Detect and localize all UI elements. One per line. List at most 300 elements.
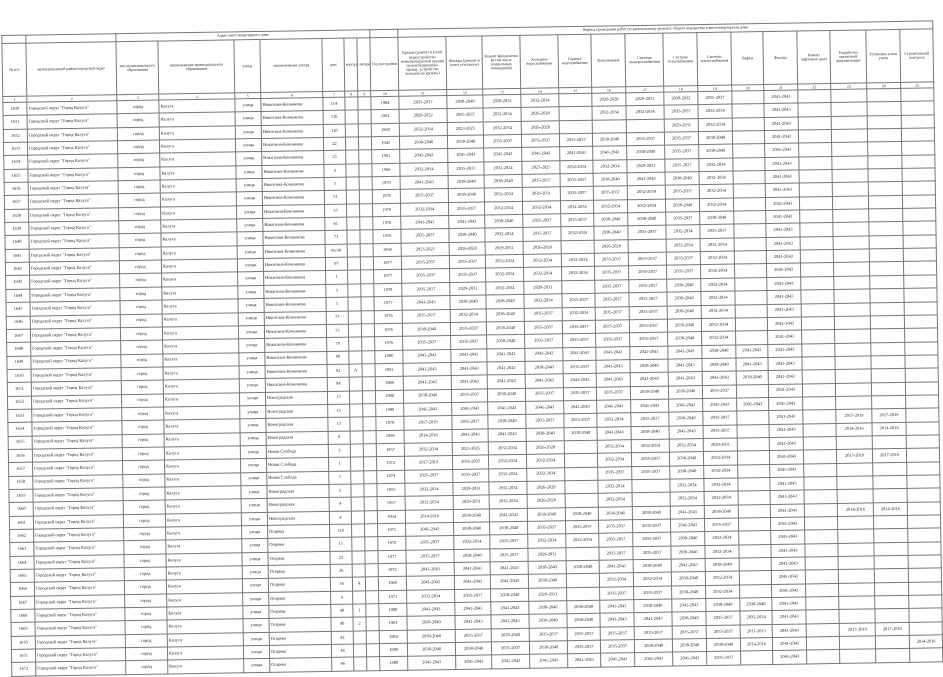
table-cell: Городской округ "Город Калуга": [34, 528, 124, 543]
table-cell: 15: [328, 404, 350, 418]
table-cell: 2041-2043: [635, 652, 673, 666]
table-cell: 2035-2037: [522, 134, 560, 148]
table-cell: 2041-2043: [703, 398, 737, 412]
table-cell: Калуга: [161, 246, 237, 261]
table-cell: 2035-2037: [599, 520, 633, 534]
table-cell: [346, 177, 359, 191]
table-cell: [867, 115, 901, 129]
table-cell: 2032-2034: [598, 493, 632, 507]
table-cell: [364, 470, 377, 484]
table-cell: [738, 451, 770, 465]
table-cell: Никитина-Конникова: [261, 138, 323, 152]
table-cell: 2041-2043: [451, 375, 487, 389]
table-cell: Никитина-Конникова: [261, 111, 323, 125]
table-cell: [804, 503, 837, 517]
table-cell: [734, 211, 766, 225]
table-cell: Городской округ "Город Калуга": [35, 621, 125, 636]
table-cell: А: [352, 577, 365, 591]
table-cell: 2032-2034: [562, 307, 595, 321]
table-cell: 2041-2043: [769, 437, 803, 451]
table-cell: город: [125, 647, 167, 661]
table-cell: 2041-2043: [737, 397, 769, 411]
table-cell: Никитина-Конникова: [263, 258, 325, 272]
table-cell: Калуга: [166, 539, 242, 554]
table-cell: [350, 417, 363, 431]
table-cell: 1634: [4, 156, 28, 170]
table-cell: [735, 317, 767, 331]
table-cell: [833, 222, 869, 236]
table-cell: 1639: [5, 222, 29, 236]
table-cell: [352, 524, 365, 538]
table-cell: 2017-2019: [836, 409, 872, 423]
table-cell: 2041-2043: [736, 344, 768, 358]
table-cell: город: [119, 233, 161, 247]
table-cell: Никитина-Конникова: [264, 311, 326, 325]
table-cell: 2038-2040: [667, 292, 701, 306]
table-cell: 1637: [4, 196, 28, 210]
table-cell: Калуга: [160, 179, 236, 194]
table-cell: [732, 117, 764, 131]
table-cell: [349, 350, 362, 364]
table-cell: Никитина-Конникова: [264, 271, 326, 285]
table-cell: 2035-2037: [563, 333, 596, 347]
table-cell: [874, 515, 908, 529]
column-header: дом: [322, 38, 345, 91]
table-cell: улица: [239, 365, 265, 379]
table-cell: Калуга: [162, 312, 238, 327]
table-cell: 2041-2043: [449, 215, 485, 229]
table-cell: [907, 501, 940, 515]
table-cell: 4: [329, 497, 351, 511]
table-cell: Калуга: [159, 126, 235, 141]
table-cell: 57: [324, 204, 346, 218]
table-cell: 2038-2040: [402, 322, 450, 336]
table-cell: 2011-2013: [740, 624, 772, 638]
table-cell: 2041-2043: [673, 652, 707, 666]
table-cell: [358, 137, 371, 151]
table-cell: [835, 369, 871, 383]
table-cell: 2017-2019: [405, 456, 453, 470]
table-cell: 2035-2037: [562, 320, 595, 334]
table-cell: 2038-2040: [453, 509, 489, 523]
table-cell: 2041-2043: [596, 373, 630, 387]
table-cell: 2035-2037: [529, 627, 567, 641]
table-cell: [804, 476, 837, 490]
table-cell: Калуга: [162, 299, 238, 314]
table-cell: 2038-2040: [484, 174, 522, 188]
table-cell: 2038-2040: [594, 213, 628, 227]
table-cell: [870, 302, 904, 316]
column-header: Ремонт лифтовых шахт: [797, 31, 831, 85]
table-cell: улица: [240, 459, 266, 473]
table-cell: [832, 142, 868, 156]
table-cell: 2038-2040: [704, 505, 738, 519]
column-number: 24: [867, 82, 901, 89]
table-cell: 2038-2040: [667, 318, 701, 332]
table-cell: 2032-2034: [405, 482, 453, 496]
table-cell: 1654: [8, 422, 32, 436]
table-cell: Городской округ "Город Калуга": [28, 154, 118, 169]
table-cell: 2032-2034: [669, 438, 703, 452]
table-cell: 2035-2037: [631, 412, 669, 426]
table-cell: [359, 163, 372, 177]
table-cell: 2035-2037: [598, 466, 632, 480]
table-cell: [351, 511, 364, 525]
table-cell: [350, 444, 363, 458]
table-cell: 2032-2034: [484, 188, 522, 202]
table-cell: город: [119, 247, 161, 261]
table-cell: 2026-2028: [449, 242, 485, 256]
table-cell: улица: [239, 352, 265, 366]
table-cell: 2035-2037: [702, 385, 736, 399]
table-cell: 2041-2043: [560, 147, 593, 161]
table-cell: 2038-2040: [698, 131, 732, 145]
table-cell: улица: [236, 192, 262, 206]
table-cell: [561, 240, 594, 254]
table-cell: 2035-2037: [484, 134, 522, 148]
table-cell: 2041-2043: [768, 384, 802, 398]
table-cell: улица: [242, 539, 268, 553]
table-cell: 13: [327, 391, 349, 405]
column-number: 8: [345, 91, 358, 97]
table-cell: [874, 569, 908, 583]
table-cell: 79: [327, 337, 349, 351]
table-cell: 2041-2043: [771, 557, 805, 571]
table-cell: [801, 316, 834, 330]
table-cell: [564, 440, 597, 454]
table-cell: [366, 644, 379, 658]
table-cell: 2038-2040: [670, 465, 704, 479]
table-cell: улица: [235, 125, 261, 139]
table-cell: [803, 436, 836, 450]
table-cell: 2041-2043: [768, 330, 802, 344]
table-cell: город: [121, 367, 163, 381]
table-cell: улица: [242, 552, 268, 566]
column-number: 5: [235, 92, 261, 98]
table-cell: 1658: [9, 476, 33, 490]
table-cell: 2032-2034: [633, 572, 671, 586]
table-cell: 2032-2034: [560, 160, 593, 174]
table-cell: Калуга: [159, 139, 235, 154]
table-cell: [562, 280, 595, 294]
table-cell: [839, 583, 875, 597]
column-header: Год постройки: [370, 37, 399, 90]
table-cell: [733, 184, 765, 198]
table-cell: [366, 604, 379, 618]
table-cell: 2032-2034: [698, 118, 732, 132]
table-cell: [361, 297, 374, 311]
table-cell: 2029-2031: [453, 495, 489, 509]
table-cell: 2035-2037: [629, 266, 667, 280]
table-cell: Калуга: [164, 446, 240, 461]
table-cell: 1668: [11, 609, 35, 623]
table-cell: [346, 164, 359, 178]
table-cell: [361, 324, 374, 338]
table-cell: Новая Слобода: [267, 471, 329, 485]
table-cell: Городской округ "Город Калуга": [30, 274, 120, 289]
table-cell: 2035-2037: [400, 189, 448, 203]
column-number: 18: [664, 86, 698, 93]
table-cell: 2041-2043: [596, 346, 630, 360]
table-cell: 2032-2034: [484, 161, 522, 175]
table-cell: город: [125, 634, 167, 648]
table-cell: 2032-2034: [486, 268, 524, 282]
table-cell: 2041-2043: [768, 370, 802, 384]
table-cell: 2038-2040: [567, 614, 600, 628]
table-cell: 2032-2034: [528, 534, 566, 548]
table-cell: 2030-2032: [664, 92, 698, 106]
table-cell: [910, 648, 943, 662]
table-cell: 2038-2040: [669, 412, 703, 426]
table-cell: 2038-2040: [486, 308, 524, 322]
table-cell: [838, 569, 874, 583]
table-cell: 2035-2037: [402, 269, 450, 283]
table-cell: 2035-2037: [406, 549, 454, 563]
table-cell: 2032-2034: [705, 571, 739, 585]
table-cell: [737, 424, 769, 438]
table-cell: [834, 302, 870, 316]
table-cell: 1643: [6, 276, 30, 290]
table-cell: Калуга: [163, 339, 239, 354]
table-cell: 2038-2040: [633, 559, 671, 573]
table-cell: 2035-2037: [629, 279, 667, 293]
table-cell: город: [124, 554, 166, 568]
table-cell: 2032-2034: [454, 535, 490, 549]
table-cell: 2029-2031: [664, 118, 698, 132]
table-cell: 2035-2037: [666, 252, 700, 266]
table-cell: 2035-2037: [630, 332, 668, 346]
table-cell: 2041-2043: [522, 147, 560, 161]
table-cell: 2029-2031: [485, 241, 523, 255]
table-cell: [353, 631, 366, 645]
table-cell: [798, 90, 831, 104]
table-cell: 1666: [10, 582, 34, 596]
table-cell: город: [119, 220, 161, 234]
table-cell: Городской округ "Город Калуга": [30, 301, 120, 316]
table-cell: [347, 217, 360, 231]
table-cell: 1664: [10, 556, 34, 570]
table-cell: [869, 235, 903, 249]
table-cell: 2038-2040: [491, 628, 529, 642]
table-cell: Калуга: [161, 219, 237, 234]
table-cell: 95/30: [325, 244, 347, 258]
table-cell: 2038-2040: [525, 361, 563, 375]
table-cell: 1646: [6, 316, 30, 330]
table-cell: 2035-2037: [666, 212, 700, 226]
table-cell: улица: [240, 419, 266, 433]
table-cell: 2038-2040: [699, 144, 733, 158]
table-cell: Никитина-Конникова: [265, 351, 327, 365]
table-cell: город: [123, 487, 165, 501]
table-cell: 2032-2034: [485, 254, 523, 268]
table-cell: [352, 551, 365, 565]
table-cell: 1638: [5, 209, 29, 223]
table-cell: [360, 257, 373, 271]
table-cell: 1665: [10, 569, 34, 583]
table-cell: [359, 150, 372, 164]
table-cell: 1635: [4, 169, 28, 183]
table-cell: 2032-2034: [599, 573, 633, 587]
table-cell: [348, 297, 361, 311]
table-cell: 25: [324, 151, 346, 165]
table-cell: 2030-2032: [483, 94, 521, 108]
table-cell: 1667: [11, 596, 35, 610]
table-cell: 2041-2043: [403, 362, 451, 376]
table-cell: 2041-2043: [568, 654, 601, 668]
table-cell: 1971: [379, 590, 407, 604]
column-number: 1: [3, 96, 27, 102]
table-cell: Городской округ "Город Калуга": [34, 581, 124, 596]
table-cell: [833, 209, 869, 223]
table-cell: 2041-2043: [630, 372, 668, 386]
table-cell: 2032-2034: [701, 291, 735, 305]
table-cell: 2038-2040: [529, 601, 567, 615]
table-cell: 22: [323, 137, 345, 151]
table-cell: [838, 556, 874, 570]
column-header: Ремонт фундамента (в том числе подвальных помещений): [482, 35, 521, 89]
column-number: 14: [521, 88, 559, 95]
table-cell: 2032-2034: [704, 478, 738, 492]
table-cell: [738, 477, 770, 491]
table-cell: улица: [243, 605, 269, 619]
table-cell: город: [122, 434, 164, 448]
table-cell: [732, 131, 764, 145]
table-cell: 2032-2034: [700, 251, 734, 265]
table-cell: [363, 404, 376, 418]
table-cell: 2017-2019: [837, 449, 873, 463]
table-cell: 2035-2037: [664, 105, 698, 119]
table-cell: [905, 328, 938, 342]
table-cell: [628, 239, 666, 253]
table-cell: [903, 221, 936, 235]
table-cell: [875, 595, 909, 609]
table-cell: 2035-2037: [490, 535, 528, 549]
table-cell: 1647: [6, 329, 30, 343]
table-cell: 2032-2034: [701, 318, 735, 332]
table-cell: 2038-2040: [667, 278, 701, 292]
table-cell: [363, 457, 376, 471]
table-cell: Никитина-Конникова: [265, 364, 327, 378]
table-cell: [909, 608, 942, 622]
column-number: 2: [27, 95, 117, 102]
table-cell: город: [122, 447, 164, 461]
table-cell: Калуга: [166, 579, 242, 594]
table-cell: 2032-2034: [483, 121, 521, 135]
table-cell: 2032-2034: [704, 451, 738, 465]
table-cell: 2038-2040: [671, 572, 705, 586]
table-cell: [367, 657, 380, 671]
table-cell: 2032-2034: [561, 253, 594, 267]
table-cell: [362, 337, 375, 351]
table-cell: 2041-2043: [766, 237, 800, 251]
table-cell: 2041-2043: [452, 402, 488, 416]
table-cell: [350, 430, 363, 444]
table-cell: 2035-2037: [629, 306, 667, 320]
column-header: Горячее водоснабжение: [558, 34, 592, 88]
table-cell: [838, 516, 874, 530]
table-cell: [733, 157, 765, 171]
table-cell: 2035-2037: [633, 519, 671, 533]
table-cell: 2032-2034: [700, 198, 734, 212]
table-cell: 2041-2043: [772, 597, 806, 611]
table-cell: 2041-2043: [456, 655, 492, 669]
table-cell: город: [125, 607, 167, 621]
table-cell: 1660: [9, 502, 33, 516]
table-cell: 1977: [378, 550, 406, 564]
table-cell: 1653: [8, 409, 32, 423]
column-number: 21: [764, 84, 798, 91]
table-cell: [740, 584, 772, 598]
table-cell: 2032-2034: [489, 468, 527, 482]
table-cell: 2035-2037: [563, 387, 596, 401]
table-cell: 2017-2019: [872, 409, 906, 423]
table-cell: 1648: [7, 342, 31, 356]
table-cell: 2014-2016: [740, 638, 772, 652]
table-cell: город: [125, 594, 167, 608]
table-cell: 2041-2043: [773, 650, 807, 664]
table-cell: 2041-2043: [491, 615, 529, 629]
table-cell: Калуга: [161, 232, 237, 247]
table-cell: 44: [331, 644, 353, 658]
table-cell: 2035-2037: [449, 255, 485, 269]
table-cell: 1955: [377, 483, 405, 497]
table-cell: 1661: [9, 516, 33, 530]
table-cell: 2035-2037: [700, 224, 734, 238]
table-cell: Городской округ "Город Калуга": [31, 341, 121, 356]
table-cell: 2035-2037: [627, 132, 665, 146]
table-cell: 2038-2040: [702, 358, 736, 372]
table-cell: [358, 97, 371, 111]
table-cell: 2038-2040: [400, 136, 448, 150]
table-cell: Калуга: [164, 406, 240, 421]
table-cell: [366, 617, 379, 631]
table-cell: [834, 289, 870, 303]
table-cell: [873, 462, 907, 476]
table-cell: 2032-2034: [626, 105, 664, 119]
table-cell: улица: [239, 392, 265, 406]
table-cell: 2032-2034: [527, 467, 565, 481]
table-cell: 1652: [7, 396, 31, 410]
table-cell: 1976: [373, 216, 401, 230]
table-cell: 1984: [371, 96, 399, 110]
table-cell: Калуга: [159, 99, 235, 114]
table-cell: [832, 182, 868, 196]
table-cell: 2041-2043: [772, 610, 806, 624]
column-header: Система теплоснабжения: [697, 32, 732, 86]
table-cell: [346, 150, 359, 164]
table-cell: [566, 574, 599, 588]
table-cell: улица: [235, 138, 261, 152]
table-cell: [365, 537, 378, 551]
table-cell: 2026-2028: [521, 120, 559, 134]
table-cell: 2041-2043: [596, 360, 630, 374]
table-cell: 2014-2016: [909, 635, 942, 649]
table-cell: 2041-2043: [765, 183, 799, 197]
table-cell: [365, 577, 378, 591]
table-cell: [565, 494, 598, 508]
table-cell: 2035-2037: [525, 387, 563, 401]
table-cell: Никитина-Конникова: [263, 204, 325, 218]
table-cell: 2035-2037: [401, 256, 449, 270]
table-cell: 2035-2037: [561, 213, 594, 227]
table-cell: [350, 457, 363, 471]
table-cell: 2032-2034: [404, 442, 452, 456]
table-cell: [837, 489, 873, 503]
table-cell: 2035-2037: [595, 266, 629, 280]
table-cell: Калуга: [162, 272, 238, 287]
column-header: наименование улицы: [260, 38, 323, 92]
table-cell: [905, 368, 938, 382]
